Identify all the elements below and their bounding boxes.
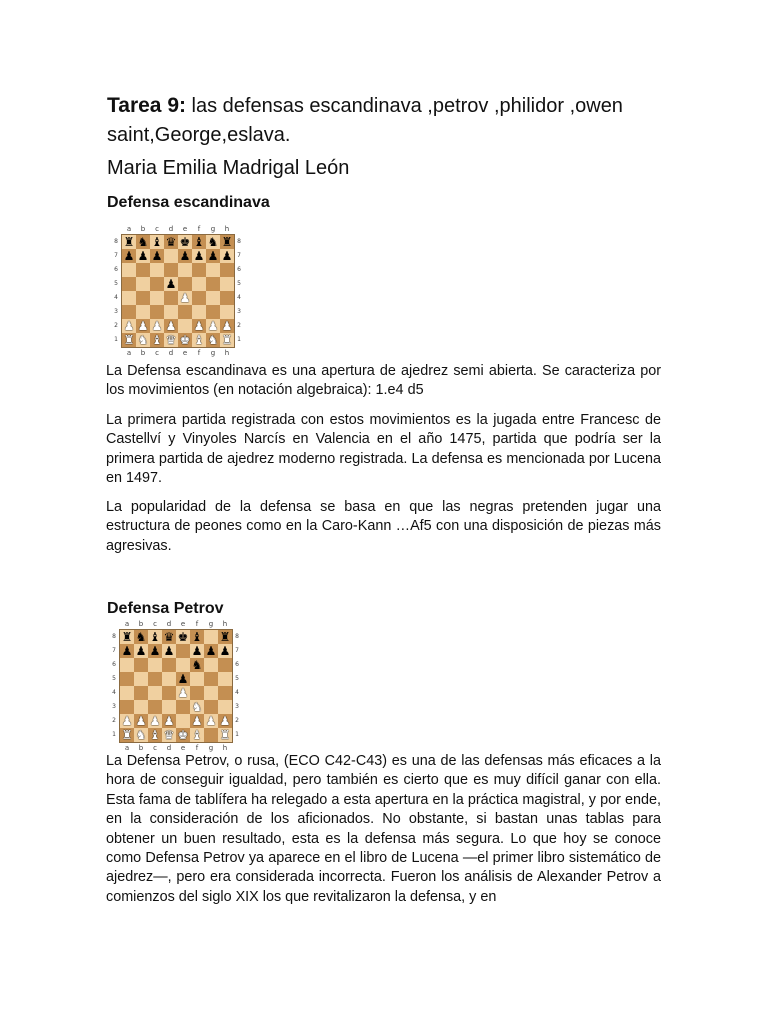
board-square <box>162 700 176 714</box>
white-knight-icon: ♞ <box>191 700 203 714</box>
file-label: e <box>182 225 188 233</box>
black-queen-icon: ♛ <box>163 630 175 644</box>
board-square <box>218 630 232 644</box>
white-pawn-icon: ♟ <box>135 714 147 728</box>
black-knight-icon: ♞ <box>191 658 203 672</box>
board-square <box>148 630 162 644</box>
board-square <box>136 263 150 277</box>
rank-label: 5 <box>235 675 239 682</box>
board-square <box>176 644 190 658</box>
file-label: b <box>138 744 144 752</box>
board-square <box>204 658 218 672</box>
black-pawn-icon: ♟ <box>121 644 133 658</box>
file-label: g <box>210 349 216 357</box>
board-square <box>218 658 232 672</box>
board-square <box>162 658 176 672</box>
black-pawn-icon: ♟ <box>151 249 163 263</box>
board-square <box>176 686 190 700</box>
board-square <box>220 319 234 333</box>
rank-label: 7 <box>114 252 118 259</box>
file-label: b <box>140 225 146 233</box>
white-pawn-icon: ♟ <box>121 714 133 728</box>
rank-label: 5 <box>114 280 118 287</box>
board-square <box>150 319 164 333</box>
white-pawn-icon: ♟ <box>219 714 231 728</box>
file-label: b <box>138 620 144 628</box>
file-label: a <box>126 225 132 233</box>
rank-label: 8 <box>114 238 118 245</box>
white-pawn-icon: ♟ <box>165 319 177 333</box>
board-square <box>164 277 178 291</box>
paragraph: La primera partida registrada con estos movimientos es la jugada entre Francesc de Castellví y Vinyoles Narcís en Valencia en el año 1475, partida que podría ser la primera partida de ajedrez moderno registrada. La defensa es mencionada por Lucena en 1497. <box>106 412 661 487</box>
rank-label: 3 <box>112 703 116 710</box>
board-square <box>178 249 192 263</box>
board-square <box>220 333 234 347</box>
rank-label: 2 <box>237 322 241 329</box>
white-pawn-icon: ♟ <box>191 714 203 728</box>
board-square <box>134 644 148 658</box>
board-square <box>204 630 218 644</box>
board-square <box>218 672 232 686</box>
board-square <box>136 319 150 333</box>
board-square <box>134 658 148 672</box>
file-label: e <box>182 349 188 357</box>
white-pawn-icon: ♟ <box>137 319 149 333</box>
board-square <box>204 728 218 742</box>
board-square <box>148 700 162 714</box>
file-label: c <box>153 744 157 752</box>
black-pawn-icon: ♟ <box>177 672 189 686</box>
board-square <box>136 249 150 263</box>
title-lead: Tarea 9: <box>107 94 186 117</box>
file-label: g <box>208 620 214 628</box>
board-square <box>150 263 164 277</box>
rank-label: 6 <box>235 661 239 668</box>
board-square <box>204 700 218 714</box>
black-king-icon: ♚ <box>179 235 191 249</box>
chess-diagram-petrov <box>108 619 240 753</box>
file-label: g <box>208 744 214 752</box>
board-square <box>218 686 232 700</box>
board-square <box>218 700 232 714</box>
file-label: d <box>168 349 174 357</box>
board-square <box>206 249 220 263</box>
board-square <box>134 686 148 700</box>
rank-label: 2 <box>235 717 239 724</box>
white-bishop-icon: ♝ <box>191 728 203 742</box>
board-square <box>122 235 136 249</box>
board-square <box>136 277 150 291</box>
board-square <box>162 728 176 742</box>
black-pawn-icon: ♟ <box>135 644 147 658</box>
black-knight-icon: ♞ <box>135 630 147 644</box>
board-square <box>148 672 162 686</box>
board-square <box>190 630 204 644</box>
black-pawn-icon: ♟ <box>165 277 177 291</box>
board-square <box>122 319 136 333</box>
white-bishop-icon: ♝ <box>149 728 161 742</box>
file-label: f <box>195 620 199 628</box>
rank-label: 8 <box>235 633 239 640</box>
board-square <box>190 672 204 686</box>
rank-label: 5 <box>237 280 241 287</box>
file-label: g <box>210 225 216 233</box>
board-square <box>120 700 134 714</box>
black-pawn-icon: ♟ <box>137 249 149 263</box>
board-square <box>164 333 178 347</box>
board-square <box>192 319 206 333</box>
board-square <box>220 263 234 277</box>
white-bishop-icon: ♝ <box>193 333 205 347</box>
document-title <box>107 91 667 150</box>
board-square <box>136 291 150 305</box>
black-rook-icon: ♜ <box>121 630 133 644</box>
paragraph: La Defensa Petrov, o rusa, (ECO C42-C43) es una de las defensas más eficaces a la hora de conseguir igualdad, pero también es cierto que es muy difícil ganar con ella. Esta fama de tablífera ha relegado a esta apertura en la práctica magistral, y por ende, en la consideración de los aficionados. No obstante, si bastan unas tablas para obtener un buen resultado, esta es la defensa más segura. Lo que hoy se conoce como Defensa Petrov ya aparece en el libro de Lucena —el primer libro sistemático de ajedrez—, pero era considerada incorrecta. Fueron los análisis de Alexander Petrov a comienzos del siglo XIX los que revitalizaron la defensa, y en <box>106 753 661 905</box>
black-pawn-icon: ♟ <box>149 644 161 658</box>
file-labels-bottom <box>122 348 234 358</box>
board-square <box>220 277 234 291</box>
board-square <box>150 291 164 305</box>
black-pawn-icon: ♟ <box>205 644 217 658</box>
black-queen-icon: ♛ <box>165 235 177 249</box>
file-label: d <box>168 225 174 233</box>
board-square <box>120 686 134 700</box>
black-rook-icon: ♜ <box>221 235 233 249</box>
board-square <box>176 728 190 742</box>
board-square <box>178 235 192 249</box>
rank-label: 6 <box>112 661 116 668</box>
board-square <box>218 714 232 728</box>
board-square <box>164 235 178 249</box>
rank-label: 5 <box>112 675 116 682</box>
board-square <box>192 263 206 277</box>
file-label: h <box>224 225 230 233</box>
section-heading-escandinava: Defensa escandinava <box>107 194 270 211</box>
rank-label: 6 <box>114 266 118 273</box>
board-square <box>178 333 192 347</box>
black-pawn-icon: ♟ <box>193 249 205 263</box>
board-square <box>150 333 164 347</box>
white-king-icon: ♚ <box>177 728 189 742</box>
rank-label: 2 <box>114 322 118 329</box>
paragraph: La Defensa escandinava es una apertura de ajedrez semi abierta. Se caracteriza por los movimientos (en notación algebraica): 1.e4 d5 <box>106 363 661 399</box>
board-square <box>148 714 162 728</box>
board-square <box>120 658 134 672</box>
board-square <box>162 630 176 644</box>
board-square <box>164 319 178 333</box>
board-square <box>218 644 232 658</box>
black-pawn-icon: ♟ <box>191 644 203 658</box>
white-pawn-icon: ♟ <box>123 319 135 333</box>
board-square <box>164 305 178 319</box>
board-square <box>220 249 234 263</box>
board-square <box>136 305 150 319</box>
board-square <box>206 305 220 319</box>
board-square <box>176 700 190 714</box>
board-square <box>122 249 136 263</box>
board-square <box>162 672 176 686</box>
black-bishop-icon: ♝ <box>193 235 205 249</box>
board-square <box>120 630 134 644</box>
board-square <box>178 291 192 305</box>
white-pawn-icon: ♟ <box>193 319 205 333</box>
file-label: e <box>180 620 186 628</box>
white-pawn-icon: ♟ <box>221 319 233 333</box>
board-square <box>190 644 204 658</box>
board-square <box>148 644 162 658</box>
file-label: a <box>126 349 132 357</box>
white-pawn-icon: ♟ <box>207 319 219 333</box>
file-label: c <box>153 620 157 628</box>
rank-label: 4 <box>112 689 116 696</box>
rank-label: 1 <box>112 731 116 738</box>
white-rook-icon: ♜ <box>219 728 231 742</box>
board-square <box>192 291 206 305</box>
board-square <box>190 700 204 714</box>
board-square <box>178 263 192 277</box>
black-knight-icon: ♞ <box>137 235 149 249</box>
board-square <box>136 333 150 347</box>
chess-diagram-escandinava <box>110 224 242 358</box>
board-square <box>120 728 134 742</box>
board-square <box>150 277 164 291</box>
board-square <box>176 714 190 728</box>
rank-label: 3 <box>114 308 118 315</box>
rank-label: 2 <box>112 717 116 724</box>
rank-label: 3 <box>235 703 239 710</box>
board-square <box>204 672 218 686</box>
black-rook-icon: ♜ <box>219 630 231 644</box>
black-bishop-icon: ♝ <box>149 630 161 644</box>
board-square <box>134 728 148 742</box>
black-rook-icon: ♜ <box>123 235 135 249</box>
black-bishop-icon: ♝ <box>151 235 163 249</box>
white-knight-icon: ♞ <box>207 333 219 347</box>
file-label: a <box>124 744 130 752</box>
chessboard <box>122 235 234 347</box>
board-square <box>162 686 176 700</box>
file-label: h <box>222 620 228 628</box>
board-square <box>176 630 190 644</box>
file-label: c <box>155 349 159 357</box>
white-knight-icon: ♞ <box>135 728 147 742</box>
board-square <box>150 235 164 249</box>
file-label: d <box>166 620 172 628</box>
board-square <box>204 644 218 658</box>
black-pawn-icon: ♟ <box>179 249 191 263</box>
black-pawn-icon: ♟ <box>219 644 231 658</box>
board-square <box>178 319 192 333</box>
black-bishop-icon: ♝ <box>191 630 203 644</box>
board-square <box>148 728 162 742</box>
white-pawn-icon: ♟ <box>151 319 163 333</box>
board-square <box>178 277 192 291</box>
board-square <box>220 291 234 305</box>
board-square <box>192 277 206 291</box>
title-rest: las defensas escandinava ,petrov ,philidor ,owen saint,George,eslava. <box>107 95 623 146</box>
board-square <box>122 305 136 319</box>
board-square <box>206 235 220 249</box>
rank-label: 1 <box>235 731 239 738</box>
white-pawn-icon: ♟ <box>163 714 175 728</box>
white-king-icon: ♚ <box>179 333 191 347</box>
board-square <box>206 291 220 305</box>
rank-label: 4 <box>237 294 241 301</box>
board-square <box>120 672 134 686</box>
rank-label: 7 <box>237 252 241 259</box>
file-label: f <box>197 349 201 357</box>
board-square <box>192 235 206 249</box>
board-square <box>148 658 162 672</box>
rank-label: 6 <box>237 266 241 273</box>
chessboard <box>120 630 232 742</box>
rank-labels-right <box>234 235 244 347</box>
board-square <box>178 305 192 319</box>
white-queen-icon: ♛ <box>163 728 175 742</box>
white-rook-icon: ♜ <box>121 728 133 742</box>
board-square <box>164 291 178 305</box>
board-square <box>190 728 204 742</box>
board-square <box>176 672 190 686</box>
board-square <box>190 658 204 672</box>
file-label: a <box>124 620 130 628</box>
author-name: Maria Emilia Madrigal León <box>107 157 350 179</box>
section-heading-petrov: Defensa Petrov <box>107 600 224 617</box>
board-square <box>164 263 178 277</box>
rank-label: 4 <box>114 294 118 301</box>
board-square <box>192 333 206 347</box>
file-label: f <box>197 225 201 233</box>
board-square <box>220 305 234 319</box>
black-knight-icon: ♞ <box>207 235 219 249</box>
board-square <box>206 319 220 333</box>
file-label: b <box>140 349 146 357</box>
rank-label: 1 <box>237 336 241 343</box>
board-square <box>122 291 136 305</box>
file-label: c <box>155 225 159 233</box>
board-square <box>136 235 150 249</box>
paragraph: La popularidad de la defensa se basa en que las negras pretenden jugar una estructura de peones como en la Caro-Kann …Af5 con una disposición de piezas más agresivas. <box>106 499 661 554</box>
board-square <box>134 700 148 714</box>
white-bishop-icon: ♝ <box>151 333 163 347</box>
black-pawn-icon: ♟ <box>221 249 233 263</box>
board-square <box>192 305 206 319</box>
board-square <box>162 714 176 728</box>
rank-label: 8 <box>237 238 241 245</box>
board-square <box>150 249 164 263</box>
white-rook-icon: ♜ <box>123 333 135 347</box>
white-pawn-icon: ♟ <box>205 714 217 728</box>
rank-labels-left <box>111 235 121 347</box>
board-square <box>164 249 178 263</box>
rank-labels-left <box>109 630 119 742</box>
file-label: h <box>224 349 230 357</box>
board-square <box>218 728 232 742</box>
board-square <box>206 333 220 347</box>
file-label: h <box>222 744 228 752</box>
board-square <box>120 714 134 728</box>
file-labels-top <box>122 224 234 234</box>
board-square <box>122 333 136 347</box>
board-square <box>134 714 148 728</box>
file-label: d <box>166 744 172 752</box>
board-square <box>176 658 190 672</box>
file-labels-top <box>120 619 232 629</box>
rank-label: 1 <box>114 336 118 343</box>
white-pawn-icon: ♟ <box>177 686 189 700</box>
board-square <box>206 263 220 277</box>
board-square <box>206 277 220 291</box>
file-label: e <box>180 744 186 752</box>
black-pawn-icon: ♟ <box>163 644 175 658</box>
rank-label: 4 <box>235 689 239 696</box>
board-square <box>120 644 134 658</box>
board-square <box>190 714 204 728</box>
black-pawn-icon: ♟ <box>207 249 219 263</box>
rank-label: 7 <box>235 647 239 654</box>
rank-labels-right <box>232 630 242 742</box>
file-label: f <box>195 744 199 752</box>
board-square <box>150 305 164 319</box>
white-pawn-icon: ♟ <box>149 714 161 728</box>
board-square <box>134 630 148 644</box>
rank-label: 7 <box>112 647 116 654</box>
board-square <box>122 263 136 277</box>
white-pawn-icon: ♟ <box>179 291 191 305</box>
white-queen-icon: ♛ <box>165 333 177 347</box>
black-pawn-icon: ♟ <box>123 249 135 263</box>
white-rook-icon: ♜ <box>221 333 233 347</box>
board-square <box>190 686 204 700</box>
white-knight-icon: ♞ <box>137 333 149 347</box>
board-square <box>162 644 176 658</box>
board-square <box>122 277 136 291</box>
black-king-icon: ♚ <box>177 630 189 644</box>
board-square <box>220 235 234 249</box>
board-square <box>204 686 218 700</box>
board-square <box>134 672 148 686</box>
rank-label: 3 <box>237 308 241 315</box>
rank-label: 8 <box>112 633 116 640</box>
board-square <box>204 714 218 728</box>
board-square <box>192 249 206 263</box>
board-square <box>148 686 162 700</box>
